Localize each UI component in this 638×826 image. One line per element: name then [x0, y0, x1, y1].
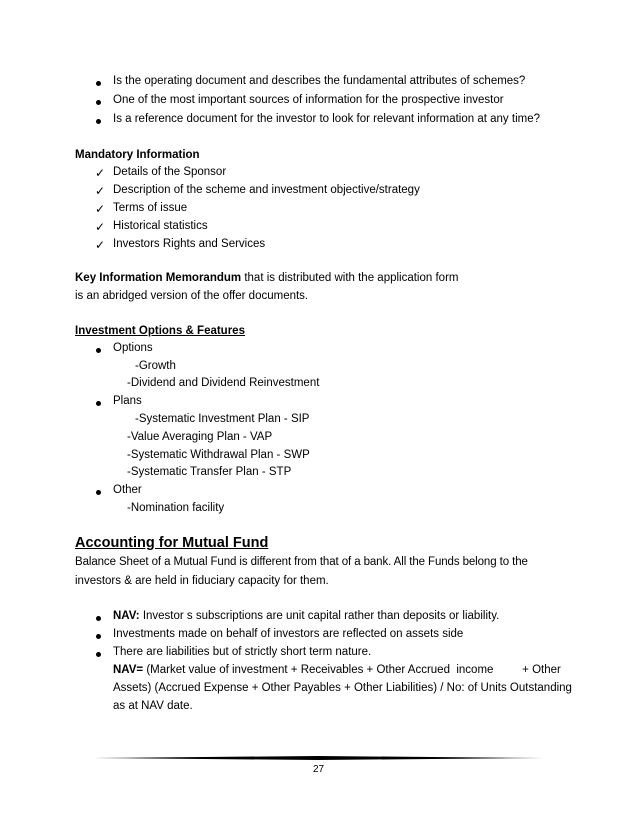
intro-bullet-3: Is a reference document for the investor to look for relevant information at any time?: [113, 113, 540, 125]
mandatory-item-3: Terms of issue: [113, 202, 188, 214]
other-label: Other: [113, 484, 142, 496]
plans-sub-2: -Value Averaging Plan - VAP: [127, 431, 273, 443]
intro-bullet-2: One of the most important sources of information for the prospective investor: [113, 94, 504, 106]
bullet-icon: [96, 119, 101, 124]
accounting-para-line-1: Balance Sheet of a Mutual Fund is different from that of a bank. All the Funds belong to the: [75, 556, 528, 568]
nav-formula-line-3: as at NAV date.: [113, 700, 193, 712]
intro-bullet-1: Is the operating document and describes the fundamental attributes of schemes?: [113, 75, 526, 87]
accounting-para-line-2: investors & are held in fiduciary capacity for them.: [75, 575, 329, 587]
bullet-icon: [96, 100, 101, 105]
bullet-icon: [96, 652, 101, 657]
checkmark-icon: ✓: [95, 220, 106, 234]
nav-bold: NAV:: [113, 610, 140, 622]
nav-formula-line-2: Assets) (Accrued Expense + Other Payables + Other Liabilities) / No: of Units Outstanding: [113, 682, 572, 694]
kim-bold: Key Information Memorandum: [75, 272, 242, 284]
mandatory-heading: Mandatory Information: [75, 149, 200, 161]
other-sub-1: -Nomination facility: [127, 502, 225, 514]
bullet-icon: [96, 634, 101, 639]
bullet-icon: [96, 348, 101, 353]
footer-rule: [93, 756, 543, 760]
plans-sub-4: -Systematic Transfer Plan - STP: [127, 466, 292, 478]
options-sub-1: -Growth: [135, 360, 176, 372]
kim-rest: that is distributed with the application form: [241, 272, 459, 284]
kim-line-2: is an abridged version of the offer documents.: [75, 290, 309, 302]
bullet-icon: [96, 490, 101, 495]
options-label: Options: [113, 342, 153, 354]
nav-formula-bold: NAV=: [113, 664, 144, 676]
mandatory-item-4: Historical statistics: [113, 220, 208, 232]
mandatory-item-1: Details of the Sponsor: [113, 166, 227, 178]
page-number: 27: [313, 764, 325, 775]
bullet-icon: [96, 616, 101, 621]
mandatory-item-2: Description of the scheme and investment objective/strategy: [113, 184, 420, 196]
checkmark-icon: ✓: [95, 202, 106, 216]
checkmark-icon: ✓: [95, 238, 106, 252]
bullet-icon: [96, 401, 101, 406]
plans-label: Plans: [113, 395, 142, 407]
options-heading: Investment Options & Features: [75, 325, 245, 337]
options-sub-2: -Dividend and Dividend Reinvestment: [127, 377, 320, 389]
nav-rest: Investor s subscriptions are unit capital rather than deposits or liability.: [139, 610, 500, 622]
nav-bullet: [113, 610, 499, 622]
plans-sub-3: -Systematic Withdrawal Plan - SWP: [127, 449, 310, 461]
nav-formula-line-1: [113, 664, 561, 676]
nav-formula-rest: (Market value of investment + Receivables + Other Accrued income + Other: [143, 664, 561, 676]
bullet-icon: [96, 81, 101, 86]
liabilities-bullet: There are liabilities but of strictly short term nature.: [113, 646, 372, 658]
accounting-heading: Accounting for Mutual Fund: [75, 535, 269, 551]
mandatory-item-5: Investors Rights and Services: [113, 238, 266, 250]
plans-sub-1: -Systematic Investment Plan - SIP: [135, 413, 310, 425]
checkmark-icon: ✓: [95, 184, 106, 198]
checkmark-icon: ✓: [95, 166, 106, 180]
kim-line-1: [75, 272, 458, 284]
investments-bullet: Investments made on behalf of investors are reflected on assets side: [113, 628, 464, 640]
